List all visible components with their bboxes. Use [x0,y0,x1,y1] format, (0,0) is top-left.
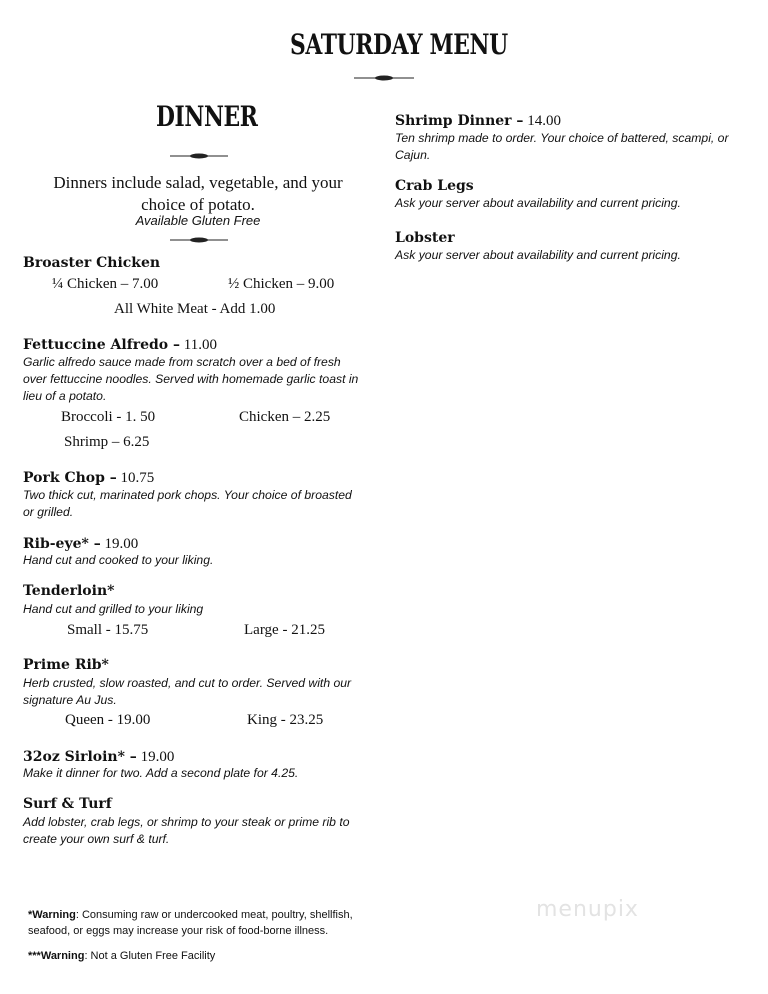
fettuccine-broccoli-option: Broccoli - 1. 50 [61,409,156,425]
sirloin-name: 32oz Sirloin* – [23,749,137,765]
ribeye-price: 19.00 [100,536,139,552]
surfturf-description [23,814,383,848]
primerib-description [23,675,375,709]
title-flourish-icon [354,73,414,83]
primerib-king-option: King - 23.25 [247,712,324,728]
tenderloin-description: Hand cut and grilled to your liking [23,602,204,616]
section-flourish-icon [170,151,228,161]
ribeye-name: Rib-eye* – [23,536,101,552]
warning-text: : Consuming raw or undercooked meat, poultry, shellfish, [75,909,353,921]
broaster-half-option: ½ Chicken – 9.00 [228,276,335,292]
primerib-desc-line: signature Au Jus. [23,693,117,707]
shrimp-desc-line: Cajun. [395,148,431,162]
shrimp-desc-line: Ten shrimp made to order. Your choice of battered, scampi, or [395,131,729,145]
warning-text-line-2: seafood, or eggs may increase your risk of food-borne illness. [28,925,329,937]
primerib-queen-option: Queen - 19.00 [65,712,151,728]
sirloin-price: 19.00 [136,749,175,765]
section-title: DINNER [156,100,258,133]
lobster-name: Lobster [395,230,455,246]
primerib-desc-line: Herb crusted, slow roasted, and cut to order. Served with our [23,676,352,690]
watermark-logo: menupix [536,897,639,922]
shrimp-heading [395,112,561,130]
gluten-warning [28,948,378,964]
fettuccine-heading [23,336,217,354]
ribeye-description: Hand cut and cooked to your liking. [23,553,214,567]
gluten-warning-text: : Not a Gluten Free Facility [84,950,216,962]
primerib-name: Prime Rib* [23,657,109,673]
gluten-warning-label: ***Warning [28,950,85,962]
intro-line-2: choice of potato. [141,195,255,214]
ribeye-heading [23,535,138,553]
page-title: SATURDAY MENU [290,28,508,61]
lobster-description: Ask your server about availability and current pricing. [395,248,681,262]
fettuccine-desc-line: over fettuccine noodles. Served with homemade garlic toast in [23,372,359,386]
fettuccine-price: 11.00 [180,337,217,353]
shrimp-price: 14.00 [523,113,561,129]
tenderloin-small-option: Small - 15.75 [67,622,149,638]
porkchop-desc-line: or grilled. [23,505,74,519]
warning-label: *Warning [28,909,76,921]
porkchop-price: 10.75 [116,470,155,486]
crablegs-description: Ask your server about availability and current pricing. [395,196,681,210]
broaster-quarter-option: ¼ Chicken – 7.00 [52,276,159,292]
surfturf-desc-line: Add lobster, crab legs, or shrimp to your steak or prime rib to [23,815,350,829]
raw-food-warning [28,907,378,939]
fettuccine-desc-line: Garlic alfredo sauce made from scratch over a bed of fresh [23,355,341,369]
porkchop-description [23,487,375,521]
surfturf-name: Surf & Turf [23,796,112,812]
tenderloin-name: Tenderloin* [23,583,115,599]
fettuccine-desc-line: lieu of a potato. [23,389,107,403]
fettuccine-chicken-option: Chicken – 2.25 [239,409,331,425]
broaster-white-meat-option: All White Meat - Add 1.00 [114,301,276,317]
shrimp-description [395,130,755,164]
porkchop-name: Pork Chop – [23,470,117,486]
intro-flourish-icon [170,235,228,245]
porkchop-heading [23,469,154,487]
broaster-chicken-name: Broaster Chicken [23,255,161,271]
intro-block [23,172,373,216]
intro-line-1: Dinners include salad, vegetable, and your [53,173,343,192]
shrimp-name: Shrimp Dinner – [395,113,524,129]
sirloin-heading [23,748,174,766]
fettuccine-name: Fettuccine Alfredo – [23,337,181,353]
gluten-free-note: Available Gluten Free [135,213,261,228]
tenderloin-large-option: Large - 21.25 [244,622,325,638]
sirloin-description: Make it dinner for two. Add a second plate for 4.25. [23,766,299,780]
fettuccine-shrimp-option: Shrimp – 6.25 [64,434,150,450]
fettuccine-description [23,354,375,405]
crablegs-name: Crab Legs [395,178,474,194]
porkchop-desc-line: Two thick cut, marinated pork chops. Your choice of broasted [23,488,352,502]
surfturf-desc-line: create your own surf & turf. [23,832,170,846]
